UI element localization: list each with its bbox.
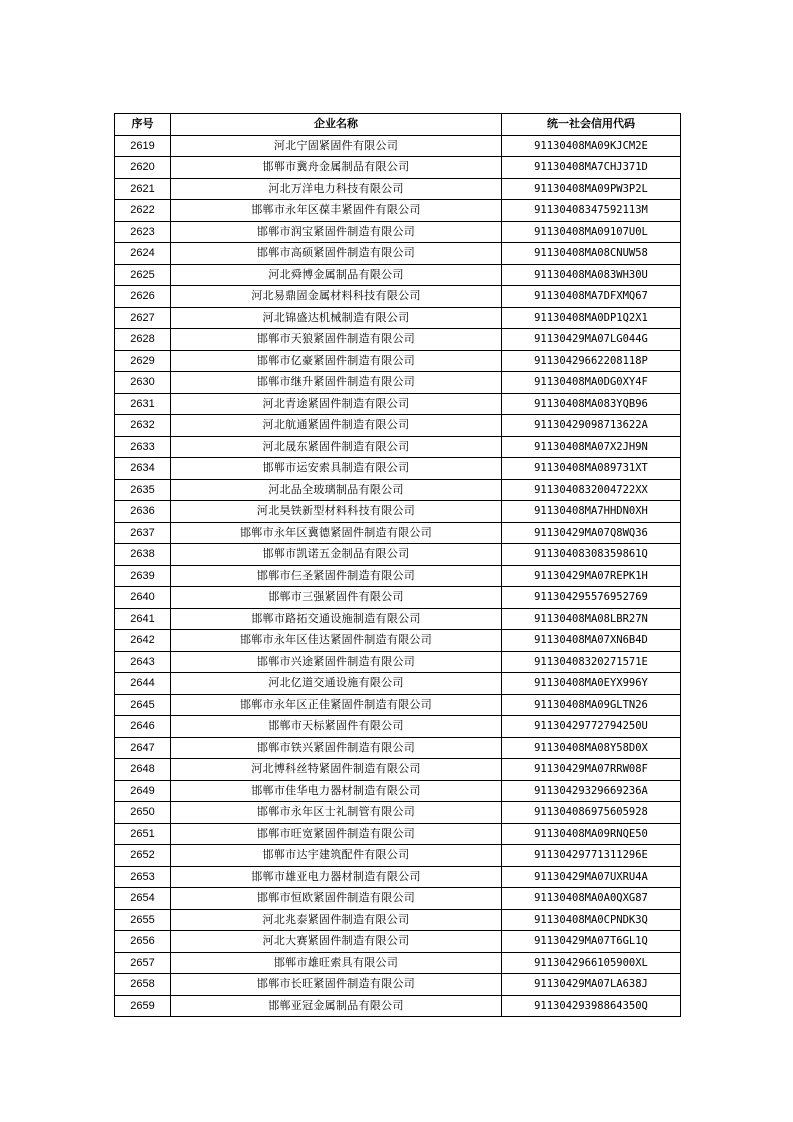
credit-code-cell: 91130408MA0A0QXG87 [502, 888, 681, 910]
credit-code-cell: 9113042966105900XL [502, 952, 681, 974]
table-row [115, 737, 681, 759]
company-name-cell: 邯郸市天狼紧固件制造有限公司 [171, 329, 502, 351]
seq-cell: 2648 [115, 759, 171, 781]
company-name-cell: 河北品全玻璃制品有限公司 [171, 479, 502, 501]
table-row [115, 264, 681, 286]
company-name-cell: 河北舜博金属制品有限公司 [171, 264, 502, 286]
table-row [115, 995, 681, 1017]
company-name-cell: 邯郸市继升紧固件制造有限公司 [171, 372, 502, 394]
company-name-cell: 河北晟东紧固件制造有限公司 [171, 436, 502, 458]
credit-code-cell: 91130408MA09PW3P2L [502, 178, 681, 200]
table-row [115, 866, 681, 888]
credit-code-cell: 91130429MA07LG044G [502, 329, 681, 351]
table-row [115, 759, 681, 781]
credit-code-cell: 9113040832004722XX [502, 479, 681, 501]
table-row [115, 823, 681, 845]
credit-code-cell: 91130429MA07REPK1H [502, 565, 681, 587]
table-header-row [115, 114, 681, 136]
table-row [115, 780, 681, 802]
company-name-cell: 邯郸市永年区正佳紧固件制造有限公司 [171, 694, 502, 716]
company-name-cell: 邯郸市高硕紧固件制造有限公司 [171, 243, 502, 265]
table-row [115, 307, 681, 329]
company-name-cell: 邯郸市铁兴紧固件制造有限公司 [171, 737, 502, 759]
table-row [115, 608, 681, 630]
table-row [115, 716, 681, 738]
table-row [115, 393, 681, 415]
seq-cell: 2639 [115, 565, 171, 587]
company-name-cell: 邯郸市仨圣紧固件制造有限公司 [171, 565, 502, 587]
seq-cell: 2623 [115, 221, 171, 243]
credit-code-cell: 91130408MA08Y58D0X [502, 737, 681, 759]
credit-code-cell: 911304295576952769 [502, 587, 681, 609]
company-name-cell: 河北青途紧固件制造有限公司 [171, 393, 502, 415]
credit-code-cell: 91130408MA0EYX996Y [502, 673, 681, 695]
company-name-cell: 河北亿道交通设施有限公司 [171, 673, 502, 695]
seq-cell: 2638 [115, 544, 171, 566]
table-row [115, 415, 681, 437]
company-name-cell: 河北兆泰紧固件制造有限公司 [171, 909, 502, 931]
table-row [115, 436, 681, 458]
table-body [115, 135, 681, 1017]
company-name-cell: 河北宁固紧固件有限公司 [171, 135, 502, 157]
credit-code-cell: 91130408MA7CHJ371D [502, 157, 681, 179]
company-name-cell: 邯郸市达宇建筑配件有限公司 [171, 845, 502, 867]
credit-code-cell: 91130429MA07UXRU4A [502, 866, 681, 888]
table-row [115, 974, 681, 996]
table-row [115, 802, 681, 824]
company-name-cell: 邯郸市雄旺索具有限公司 [171, 952, 502, 974]
seq-cell: 2644 [115, 673, 171, 695]
table-row [115, 286, 681, 308]
credit-code-cell: 91130429MA07LA638J [502, 974, 681, 996]
table-row [115, 178, 681, 200]
header-company-name: 企业名称 [171, 114, 502, 136]
company-name-cell: 邯郸市恒欧紧固件制造有限公司 [171, 888, 502, 910]
company-name-cell: 邯郸市亿豪紧固件制造有限公司 [171, 350, 502, 372]
credit-code-cell: 91130408MA0CPNDK3Q [502, 909, 681, 931]
table-row [115, 931, 681, 953]
table-row [115, 522, 681, 544]
company-name-cell: 邯郸市润宝紧固件制造有限公司 [171, 221, 502, 243]
company-name-cell: 邯郸市路拓交通设施制造有限公司 [171, 608, 502, 630]
credit-code-cell: 91130408MA7DFXMQ67 [502, 286, 681, 308]
table-row [115, 200, 681, 222]
company-name-cell: 邯郸市兴途紧固件制造有限公司 [171, 651, 502, 673]
enterprise-table [114, 113, 681, 1017]
company-name-cell: 邯郸市天标紧固件有限公司 [171, 716, 502, 738]
table-row [115, 952, 681, 974]
credit-code-cell: 91130408MA7HHDN0XH [502, 501, 681, 523]
credit-code-cell: 91130429662208118P [502, 350, 681, 372]
company-name-cell: 邯郸市冀舟金属制品有限公司 [171, 157, 502, 179]
company-name-cell: 邯郸市凯诺五金制品有限公司 [171, 544, 502, 566]
company-name-cell: 邯郸市运安索具制造有限公司 [171, 458, 502, 480]
seq-cell: 2620 [115, 157, 171, 179]
seq-cell: 2659 [115, 995, 171, 1017]
credit-code-cell: 91130408MA09RNQE50 [502, 823, 681, 845]
company-name-cell: 河北博科丝特紧固件制造有限公司 [171, 759, 502, 781]
seq-cell: 2655 [115, 909, 171, 931]
credit-code-cell: 91130429329669236A [502, 780, 681, 802]
seq-cell: 2632 [115, 415, 171, 437]
credit-code-cell: 91130429098713622A [502, 415, 681, 437]
credit-code-cell: 91130408MA089731XT [502, 458, 681, 480]
credit-code-cell: 91130429398864350Q [502, 995, 681, 1017]
credit-code-cell: 91130429771311296E [502, 845, 681, 867]
credit-code-cell: 91130408MA07XN6B4D [502, 630, 681, 652]
table-row [115, 458, 681, 480]
credit-code-cell: 91130408MA0DG0XY4F [502, 372, 681, 394]
seq-cell: 2658 [115, 974, 171, 996]
seq-cell: 2642 [115, 630, 171, 652]
table-row [115, 243, 681, 265]
company-name-cell: 邯郸市永年区葆丰紧固件有限公司 [171, 200, 502, 222]
credit-code-cell: 91130408MA08CNUW58 [502, 243, 681, 265]
table-row [115, 651, 681, 673]
enterprise-table-container [114, 113, 680, 1017]
table-row [115, 501, 681, 523]
credit-code-cell: 91130408MA08LBR27N [502, 608, 681, 630]
table-row [115, 135, 681, 157]
table-row [115, 630, 681, 652]
seq-cell: 2650 [115, 802, 171, 824]
table-row [115, 544, 681, 566]
table-row [115, 587, 681, 609]
seq-cell: 2641 [115, 608, 171, 630]
credit-code-cell: 91130408MA083WH30U [502, 264, 681, 286]
header-credit-code: 统一社会信用代码 [502, 114, 681, 136]
credit-code-cell: 91130408MA09KJCM2E [502, 135, 681, 157]
seq-cell: 2646 [115, 716, 171, 738]
table-row [115, 909, 681, 931]
seq-cell: 2656 [115, 931, 171, 953]
credit-code-cell: 91130408308359861Q [502, 544, 681, 566]
credit-code-cell: 91130429MA07T6GL1Q [502, 931, 681, 953]
table-row [115, 329, 681, 351]
credit-code-cell: 91130408MA083YQB96 [502, 393, 681, 415]
seq-cell: 2631 [115, 393, 171, 415]
credit-code-cell: 91130408MA07X2JH9N [502, 436, 681, 458]
seq-cell: 2625 [115, 264, 171, 286]
table-row [115, 694, 681, 716]
credit-code-cell: 91130408MA09107U0L [502, 221, 681, 243]
seq-cell: 2627 [115, 307, 171, 329]
company-name-cell: 河北锦盛达机械制造有限公司 [171, 307, 502, 329]
credit-code-cell: 91130429772794250U [502, 716, 681, 738]
seq-cell: 2643 [115, 651, 171, 673]
seq-cell: 2645 [115, 694, 171, 716]
company-name-cell: 邯郸市佳华电力器材制造有限公司 [171, 780, 502, 802]
seq-cell: 2622 [115, 200, 171, 222]
seq-cell: 2654 [115, 888, 171, 910]
credit-code-cell: 91130408MA09GLTN26 [502, 694, 681, 716]
table-row [115, 845, 681, 867]
company-name-cell: 邯郸市永年区士礼制管有限公司 [171, 802, 502, 824]
seq-cell: 2637 [115, 522, 171, 544]
table-row [115, 888, 681, 910]
company-name-cell: 河北易鼎固金属材料科技有限公司 [171, 286, 502, 308]
company-name-cell: 邯郸市三强紧固件有限公司 [171, 587, 502, 609]
seq-cell: 2647 [115, 737, 171, 759]
seq-cell: 2636 [115, 501, 171, 523]
credit-code-cell: 91130429MA07Q8WQ36 [502, 522, 681, 544]
company-name-cell: 河北大赛紧固件制造有限公司 [171, 931, 502, 953]
credit-code-cell: 91130408MA0DP1Q2X1 [502, 307, 681, 329]
table-row [115, 350, 681, 372]
credit-code-cell: 91130408347592113M [502, 200, 681, 222]
seq-cell: 2629 [115, 350, 171, 372]
seq-cell: 2657 [115, 952, 171, 974]
seq-cell: 2619 [115, 135, 171, 157]
header-seq: 序号 [115, 114, 171, 136]
table-row [115, 221, 681, 243]
seq-cell: 2651 [115, 823, 171, 845]
company-name-cell: 邯郸市旺宽紧固件制造有限公司 [171, 823, 502, 845]
table-row [115, 673, 681, 695]
table-row [115, 157, 681, 179]
credit-code-cell: 91130429MA07RRW08F [502, 759, 681, 781]
table-row [115, 372, 681, 394]
company-name-cell: 河北万洋电力科技有限公司 [171, 178, 502, 200]
seq-cell: 2630 [115, 372, 171, 394]
seq-cell: 2649 [115, 780, 171, 802]
seq-cell: 2652 [115, 845, 171, 867]
company-name-cell: 邯郸市永年区冀德紧固件制造有限公司 [171, 522, 502, 544]
seq-cell: 2640 [115, 587, 171, 609]
company-name-cell: 邯郸亚冠金属制品有限公司 [171, 995, 502, 1017]
company-name-cell: 邯郸市永年区佳达紧固件制造有限公司 [171, 630, 502, 652]
company-name-cell: 邯郸市长旺紧固件制造有限公司 [171, 974, 502, 996]
seq-cell: 2624 [115, 243, 171, 265]
seq-cell: 2635 [115, 479, 171, 501]
table-row [115, 565, 681, 587]
credit-code-cell: 91130408320271571E [502, 651, 681, 673]
table-row [115, 479, 681, 501]
credit-code-cell: 911304086975605928 [502, 802, 681, 824]
seq-cell: 2634 [115, 458, 171, 480]
seq-cell: 2626 [115, 286, 171, 308]
seq-cell: 2633 [115, 436, 171, 458]
seq-cell: 2653 [115, 866, 171, 888]
company-name-cell: 河北航通紧固件制造有限公司 [171, 415, 502, 437]
company-name-cell: 邯郸市雄亚电力器材制造有限公司 [171, 866, 502, 888]
seq-cell: 2621 [115, 178, 171, 200]
seq-cell: 2628 [115, 329, 171, 351]
company-name-cell: 河北昊铁新型材料科技有限公司 [171, 501, 502, 523]
